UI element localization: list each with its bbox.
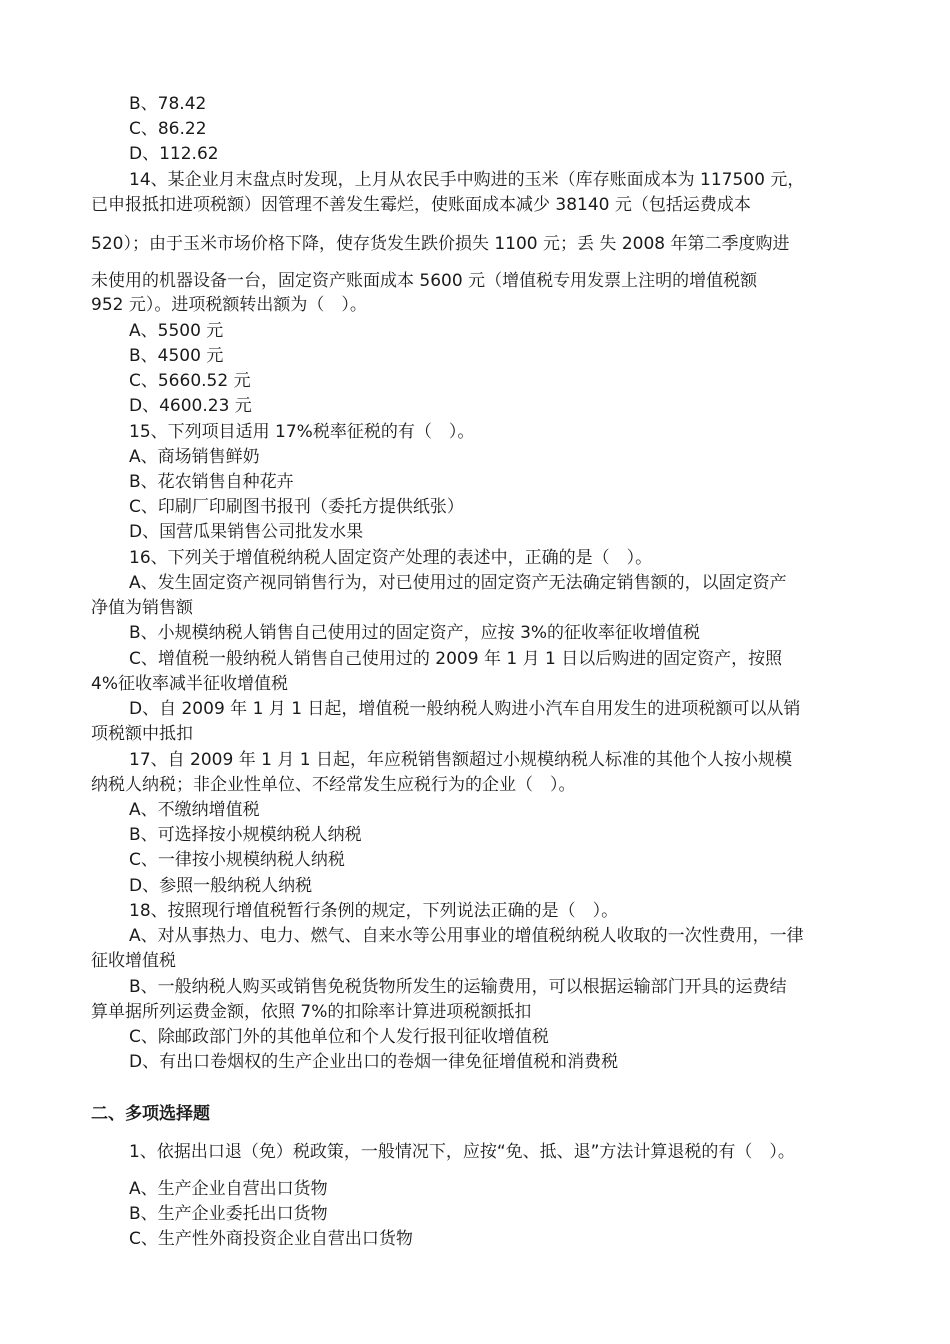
option-a-q15: A、商场销售鲜奶 bbox=[129, 447, 260, 467]
question-17-line-1: 17、自 2009 年 1 月 1 日起，年应税销售额超过小规模纳税人标准的其他个人按小规模 bbox=[129, 750, 792, 770]
option-d-q16-line-2: 项税额中抵扣 bbox=[91, 724, 193, 744]
question-14-line-4: 未使用的机器设备一台，固定资产账面成本 5600 元（增值税专用发票上注明的增值税额 bbox=[91, 271, 758, 291]
option-d-q16-line-1: D、自 2009 年 1 月 1 日起，增值税一般纳税人购进小汽车自用发生的进项税额可以从销 bbox=[129, 699, 801, 719]
question-14-line-3: 520）；由于玉米市场价格下降，使存货发生跌价损失 1100 元；丢 失 2008 年第二季度购进 bbox=[91, 234, 790, 254]
option-c-q14: C、5660.52 元 bbox=[129, 371, 251, 391]
option-a-q18-line-2: 征收增值税 bbox=[91, 951, 176, 971]
option-b-q15: B、花农销售自种花卉 bbox=[129, 472, 294, 492]
option-a-q17: A、不缴纳增值税 bbox=[129, 800, 260, 820]
option-a-q16-line-1: A、发生固定资产视同销售行为，对已使用过的固定资产无法确定销售额的，以固定资产 bbox=[129, 573, 787, 593]
option-b-q16: B、小规模纳税人销售自己使用过的固定资产，应按 3%的征收率征收增值税 bbox=[129, 623, 701, 643]
multi-question-1: 1、依据出口退（免）税政策，一般情况下，应按“免、抵、退”方法计算退税的有（ ）。 bbox=[129, 1142, 795, 1162]
option-d-q14: D、4600.23 元 bbox=[129, 396, 252, 416]
question-14-line-2: 已申报抵扣进项税额）因管理不善发生霉烂，使账面成本减少 38140 元（包括运费成本 bbox=[91, 195, 751, 215]
option-c-multi-q1: C、生产性外商投资企业自营出口货物 bbox=[129, 1229, 413, 1249]
option-c-q18: C、除邮政部门外的其他单位和个人发行报刊征收增值税 bbox=[129, 1027, 549, 1047]
question-17-line-2: 纳税人纳税；非企业性单位、不经常发生应税行为的企业（ ）。 bbox=[91, 775, 576, 795]
option-d-q17: D、参照一般纳税人纳税 bbox=[129, 876, 313, 896]
option-c-q15: C、印刷厂印刷图书报刊（委托方提供纸张） bbox=[129, 497, 464, 517]
question-16: 16、下列关于增值税纳税人固定资产处理的表述中，正确的是（ ）。 bbox=[129, 548, 653, 568]
option-a-q18-line-1: A、对从事热力、电力、燃气、自来水等公用事业的增值税纳税人收取的一次性费用，一律 bbox=[129, 926, 804, 946]
option-b-q14: B、4500 元 bbox=[129, 346, 224, 366]
question-14-line-1: 14、某企业月末盘点时发现，上月从农民手中购进的玉米（库存账面成本为 117500 元， bbox=[129, 170, 805, 190]
option-a-q16-line-2: 净值为销售额 bbox=[91, 598, 193, 618]
option-c-q16-line-1: C、增值税一般纳税人销售自己使用过的 2009 年 1 月 1 日以后购进的固定资产，按照 bbox=[129, 649, 783, 669]
option-b-q18-line-1: B、一般纳税人购买或销售免税货物所发生的运输费用，可以根据运输部门开具的运费结 bbox=[129, 977, 787, 997]
option-d-q18: D、有出口卷烟权的生产企业出口的卷烟一律免征增值税和消费税 bbox=[129, 1052, 619, 1072]
section-heading-multiple-choice: 二、多项选择题 bbox=[91, 1104, 210, 1124]
question-18: 18、按照现行增值税暂行条例的规定，下列说法正确的是（ ）。 bbox=[129, 901, 619, 921]
option-a-multi-q1: A、生产企业自营出口货物 bbox=[129, 1179, 328, 1199]
option-b-q18-line-2: 算单据所列运费金额，依照 7%的扣除率计算进项税额抵扣 bbox=[91, 1002, 532, 1022]
option-c-q17: C、一律按小规模纳税人纳税 bbox=[129, 850, 345, 870]
option-b-multi-q1: B、生产企业委托出口货物 bbox=[129, 1204, 328, 1224]
option-b-q17: B、可选择按小规模纳税人纳税 bbox=[129, 825, 362, 845]
option-a-q14: A、5500 元 bbox=[129, 321, 224, 341]
question-14-line-5: 952 元）。进项税额转出额为（ ）。 bbox=[91, 295, 367, 315]
option-d-q15: D、国营瓜果销售公司批发水果 bbox=[129, 522, 364, 542]
option-c-q16-line-2: 4%征收率减半征收增值税 bbox=[91, 674, 288, 694]
option-d-q13: D、112.62 bbox=[129, 144, 219, 164]
question-15: 15、下列项目适用 17%税率征税的有（ ）。 bbox=[129, 422, 475, 442]
option-b-q13: B、78.42 bbox=[129, 94, 207, 114]
option-c-q13: C、86.22 bbox=[129, 119, 207, 139]
